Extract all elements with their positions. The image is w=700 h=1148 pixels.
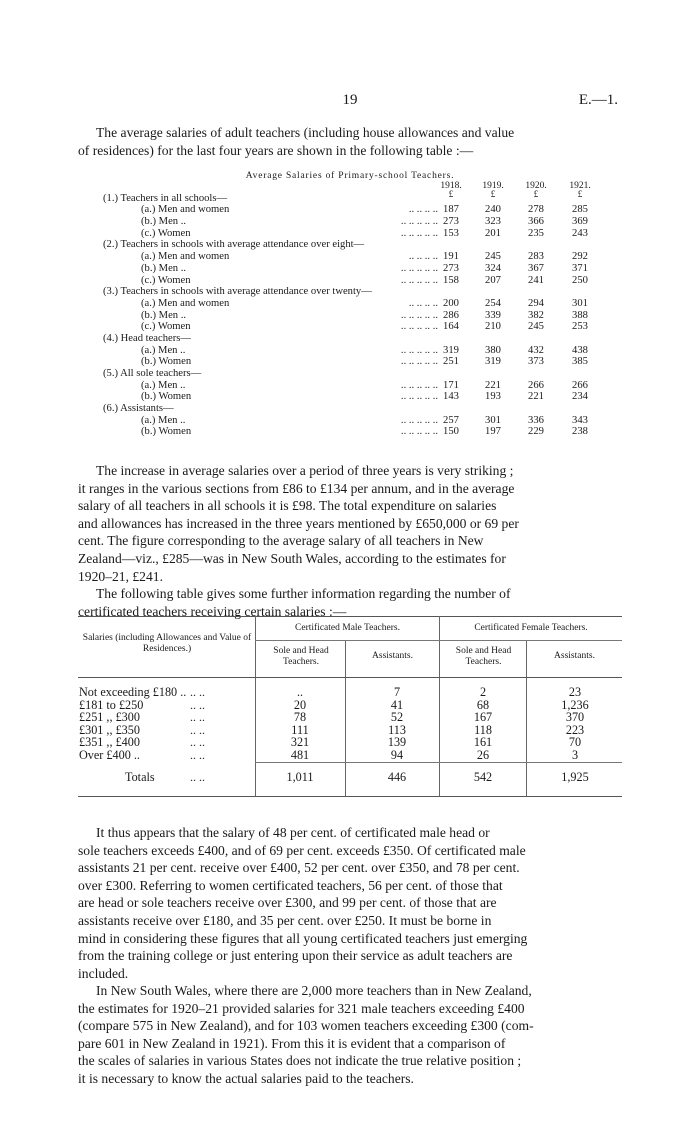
table1-data-row: [103, 298, 623, 310]
group-label: (1.) Teachers in all schools—: [103, 192, 228, 204]
salary-cell: 197: [485, 426, 501, 438]
group-label: (6.) Assistants—: [103, 403, 174, 415]
salary-cell: 191: [443, 251, 459, 263]
salary-cell: 323: [485, 216, 501, 228]
row-label: (b.) Women: [141, 391, 192, 403]
text-line: it ranges in the various sections from £86 to £134 per annum, and in the average: [78, 480, 515, 496]
table2-subheader: Assistants.: [372, 651, 413, 661]
count-cell: 481: [290, 748, 310, 762]
count-cell: 370: [565, 710, 585, 725]
leader-dots: .. ..: [190, 697, 205, 712]
salary-cell: 201: [485, 227, 501, 239]
salary-cell: 234: [572, 391, 588, 403]
salary-cell: 207: [485, 274, 501, 286]
count-cell: 68: [476, 697, 490, 712]
currency-symbol: £: [448, 189, 454, 199]
year-header: 1921.: [569, 181, 591, 191]
salary-cell: 254: [485, 297, 501, 309]
text-line: the estimates for 1920–21 provided salaries for 321 male teachers exceeding £400: [78, 1000, 525, 1016]
leader-dots: .. .. .. .. ..: [400, 227, 438, 239]
salary-cell: 221: [528, 391, 544, 403]
salary-cell: 229: [528, 426, 544, 438]
row-label: (b.) Men ..: [141, 216, 187, 228]
count-cell: 161: [473, 735, 493, 750]
salary-cell: 238: [572, 426, 588, 438]
text-line: The following table gives some further information regarding the number of: [96, 586, 511, 601]
document-reference: E.—1.: [578, 92, 618, 108]
text-line: are head or sole teachers receive over £300, and 99 per cent. of those that are: [78, 895, 497, 911]
text-line: The average salaries of adult teachers (including house allowances and value: [96, 125, 515, 140]
salary-cell: 171: [443, 379, 459, 391]
count-cell: 113: [388, 722, 406, 737]
count-cell: 26: [476, 748, 490, 762]
salary-cell: 143: [443, 391, 459, 403]
count-cell: 1,236: [561, 697, 589, 712]
salary-cell: 250: [572, 274, 588, 286]
paragraph-appears: [78, 824, 620, 982]
table1-data-row: [103, 310, 623, 322]
row-label: (a.) Men ..: [141, 344, 186, 356]
salary-cell: 339: [485, 309, 501, 321]
table2-female-header: Certificated Female Teachers.: [474, 623, 588, 633]
salary-cell: 438: [572, 344, 588, 356]
salary-cell: 251: [443, 356, 459, 368]
text-line: pare 601 in New Zealand in 1921). From this it is evident that a comparison of: [78, 1035, 506, 1051]
row-label: (a.) Men and women: [141, 251, 230, 263]
leader-dots: .. .. .. .. ..: [400, 216, 438, 228]
count-cell: ..: [296, 685, 304, 699]
table1-group-row: [103, 286, 623, 298]
salary-cell: 153: [443, 227, 459, 239]
table1-data-row: [103, 415, 623, 427]
count-cell: 23: [568, 685, 582, 699]
salary-cell: 367: [528, 262, 544, 274]
paragraph-following-table: [78, 585, 620, 620]
row-label: (b.) Women: [141, 356, 192, 368]
row-label: (a.) Men and women: [141, 204, 230, 216]
table1-group-row: [103, 193, 623, 205]
salary-range-label: £251 ,, £300: [79, 710, 140, 725]
text-line: from the training college or just entering upon their service as adult teachers are: [78, 948, 513, 964]
table1-data-row: [103, 345, 623, 357]
count-cell: 223: [565, 722, 585, 737]
salary-cell: 164: [443, 321, 459, 333]
text-line: and allowances has increased in the three years mentioned by £650,000 or 69 per: [78, 515, 519, 531]
table2-subheader: Assistants.: [554, 651, 595, 661]
table1-group-row: [103, 368, 623, 380]
text-line: assistants 21 per cent. receive over £400, 52 per cent. over £350, and 78 per cent.: [78, 860, 520, 876]
salary-cell: 286: [443, 309, 459, 321]
table1-data-row: [103, 275, 623, 287]
salary-cell: 150: [443, 426, 459, 438]
table2-column-rule: [345, 640, 346, 796]
salary-cell: 241: [528, 274, 544, 286]
group-label: (5.) All sole teachers—: [103, 368, 202, 379]
text-line: cent. The figure corresponding to the average salary of all teachers in New: [78, 533, 484, 549]
group-label: (4.) Head teachers—: [103, 332, 191, 344]
table2-male-header: Certificated Male Teachers.: [295, 623, 400, 633]
salary-cell: 301: [572, 297, 588, 309]
table1-data-row: [103, 321, 623, 333]
leader-dots: .. .. .. ..: [408, 204, 438, 216]
text-line: Zealand—viz., £285—was in New South Wales, according to the estimates for: [78, 550, 506, 566]
table1-group-row: [103, 403, 623, 415]
currency-symbol: £: [533, 189, 539, 199]
leader-dots: .. ..: [190, 735, 205, 750]
leader-dots: .. .. .. .. ..: [400, 274, 438, 286]
text-line: In New South Wales, where there are 2,000 more teachers than in New Zealand,: [96, 983, 532, 998]
count-cell: 2: [479, 685, 487, 699]
salary-cell: 266: [572, 379, 588, 391]
currency-symbol: £: [490, 189, 496, 199]
leader-dots: .. ..: [190, 710, 205, 725]
table1-data-row: [103, 204, 623, 216]
salary-cell: 193: [485, 391, 501, 403]
salary-cell: 158: [443, 274, 459, 286]
table2-column-rule: [439, 616, 440, 796]
salary-cell: 257: [443, 414, 459, 426]
count-cell: 78: [293, 710, 307, 725]
leader-dots: .. .. .. .. ..: [400, 344, 438, 356]
total-cell: 1,011: [286, 770, 314, 784]
table1-data-row: [103, 356, 623, 368]
salary-range-label: £301 ,, £350: [79, 722, 140, 737]
table2-header-bottom-rule: [78, 677, 622, 678]
count-cell: 321: [290, 735, 310, 750]
leader-dots: .. ..: [190, 748, 205, 762]
salary-cell: 380: [485, 344, 501, 356]
table2-bottom-rule: [78, 796, 622, 797]
table1-group-row: [103, 333, 623, 345]
text-line: The increase in average salaries over a period of three years is very striking ;: [96, 463, 514, 478]
count-cell: 52: [390, 710, 404, 725]
table2-column-rule: [255, 616, 256, 796]
paragraph-nsw: [78, 982, 620, 1088]
count-cell: 41: [390, 697, 404, 712]
row-label: (a.) Men and women: [141, 297, 230, 309]
total-cell: 446: [387, 770, 407, 784]
row-label: (b.) Men ..: [141, 309, 187, 321]
year-header: 1920.: [525, 181, 547, 191]
text-line: It thus appears that the salary of 48 per cent. of certificated male head or: [96, 825, 490, 840]
text-line: mind in considering these figures that all young certificated teachers just emerging: [78, 930, 528, 946]
row-label: (c.) Women: [141, 274, 191, 286]
total-cell: 1,925: [561, 770, 589, 784]
salary-cell: 366: [528, 216, 544, 228]
text-line: included.: [78, 965, 129, 981]
salary-cell: 388: [572, 309, 588, 321]
salary-cell: 319: [485, 356, 501, 368]
salary-cell: 210: [485, 321, 501, 333]
row-label: (c.) Women: [141, 227, 191, 239]
paragraph-increase: [78, 462, 620, 585]
salary-cell: 301: [485, 414, 501, 426]
leader-dots: .. .. .. .. ..: [400, 379, 438, 391]
salary-cell: 373: [528, 356, 544, 368]
count-cell: 139: [387, 735, 407, 750]
salary-cell: 200: [443, 297, 459, 309]
text-line: of residences) for the last four years are shown in the following table :—: [78, 142, 474, 158]
salary-cell: 369: [572, 216, 588, 228]
table1-data-row: [103, 391, 623, 403]
leader-dots: .. ..: [190, 722, 205, 737]
count-cell: 70: [568, 735, 582, 750]
text-line: (compare 575 in New Zealand), and for 103 women teachers exceeding £300 (com-: [78, 1018, 534, 1034]
leader-dots: .. .. .. .. ..: [400, 262, 438, 274]
leader-dots: .. .. .. .. ..: [400, 414, 438, 426]
table1-data-row: [103, 263, 623, 275]
salary-cell: 240: [485, 204, 501, 216]
text-line: certificated teachers receiving certain salaries :—: [78, 603, 347, 619]
salary-cell: 273: [443, 216, 459, 228]
salary-cell: 382: [528, 309, 544, 321]
text-line: assistants receive over £180, and 35 per cent. over £250. It must be borne in: [78, 912, 492, 928]
count-cell: 94: [390, 748, 404, 762]
salary-table: [103, 181, 623, 438]
page-number: 19: [342, 92, 358, 108]
table1-data-row: [103, 426, 623, 438]
salary-cell: 235: [528, 227, 544, 239]
leader-dots: .. ..: [190, 770, 205, 784]
row-label: (a.) Men ..: [141, 414, 186, 426]
row-label: (a.) Men ..: [141, 379, 186, 391]
text-line: it is necessary to know the actual salaries paid to the teachers.: [78, 1070, 414, 1086]
salary-cell: 324: [485, 262, 501, 274]
table2-header-rule: [255, 640, 622, 641]
row-label: (b.) Men ..: [141, 262, 187, 274]
leader-dots: .. .. .. ..: [408, 297, 438, 309]
count-cell: 7: [393, 685, 401, 699]
row-label: (b.) Women: [141, 426, 192, 438]
leader-dots: .. .. .. ..: [408, 251, 438, 263]
salary-cell: 432: [528, 344, 544, 356]
salary-cell: 243: [572, 227, 588, 239]
count-cell: 111: [291, 722, 309, 737]
total-cell: 542: [473, 770, 493, 784]
text-line: 1920–21, £241.: [78, 568, 163, 584]
salary-range-label: Not exceeding £180 ..: [79, 685, 187, 699]
salary-cell: 253: [572, 321, 588, 333]
salary-cell: 187: [443, 204, 459, 216]
table1-data-row: [103, 380, 623, 392]
leader-dots: .. .. .. .. ..: [400, 391, 438, 403]
leader-dots: .. ..: [190, 685, 205, 699]
year-header: 1919.: [482, 181, 504, 191]
salary-range-label: Over £400 ..: [79, 748, 140, 762]
table2-top-rule: [78, 616, 622, 617]
count-cell: 3: [571, 748, 579, 762]
table2-stub-header: Salaries (including Allowances and Value of Residences.): [82, 633, 252, 654]
count-cell: 20: [293, 697, 307, 712]
table1-data-row: [103, 228, 623, 240]
salary-cell: 319: [443, 344, 459, 356]
salary-cell: 292: [572, 251, 588, 263]
salary-cell: 343: [572, 414, 588, 426]
table1-data-row: [103, 251, 623, 263]
text-line: over £300. Referring to women certificated teachers, 56 per cent. of those that: [78, 877, 503, 893]
table2-subheader: Sole and Head Teachers.: [273, 646, 329, 667]
salary-cell: 245: [485, 251, 501, 263]
salary-cell: 221: [485, 379, 501, 391]
table1-group-row: [103, 239, 623, 251]
table2-subheader: Sole and Head Teachers.: [455, 646, 512, 667]
leader-dots: .. .. .. .. ..: [400, 426, 438, 438]
salary-cell: 294: [528, 297, 544, 309]
salary-cell: 336: [528, 414, 544, 426]
salary-cell: 371: [572, 262, 588, 274]
year-header: 1918.: [440, 181, 462, 191]
currency-symbol: £: [577, 189, 583, 199]
salary-cell: 285: [572, 204, 588, 216]
salary-cell: 385: [572, 356, 588, 368]
salary-cell: 283: [528, 251, 544, 263]
text-line: the scales of salaries in various States does not indicate the true relative position ;: [78, 1053, 522, 1069]
table2-column-rule: [526, 640, 527, 796]
leader-dots: .. .. .. .. ..: [400, 356, 438, 368]
salary-cell: 273: [443, 262, 459, 274]
salary-cell: 245: [528, 321, 544, 333]
salary-range-label: £351 ,, £400: [79, 735, 140, 750]
text-line: sole teachers exceeds £400, and of 69 per cent. exceeds £350. Of certificated male: [78, 842, 526, 858]
table1-caption: Average Salaries of Primary-school Teachers.: [245, 171, 455, 181]
intro-paragraph: [78, 124, 620, 159]
leader-dots: .. .. .. .. ..: [400, 309, 438, 321]
group-label: (3.) Teachers in schools with average attendance over twenty—: [103, 286, 372, 298]
table1-data-row: [103, 216, 623, 228]
text-line: salary of all teachers in all schools it is £98. The total expenditure on salaries: [78, 498, 497, 514]
salary-range-label: £181 to £250: [79, 697, 144, 712]
group-label: (2.) Teachers in schools with average attendance over eight—: [103, 239, 365, 251]
salary-cell: 278: [528, 204, 544, 216]
salary-cell: 266: [528, 379, 544, 391]
count-cell: 167: [473, 710, 493, 725]
count-cell: 118: [474, 722, 492, 737]
leader-dots: .. .. .. .. ..: [400, 321, 438, 333]
totals-label: Totals: [125, 770, 155, 784]
row-label: (c.) Women: [141, 321, 191, 333]
